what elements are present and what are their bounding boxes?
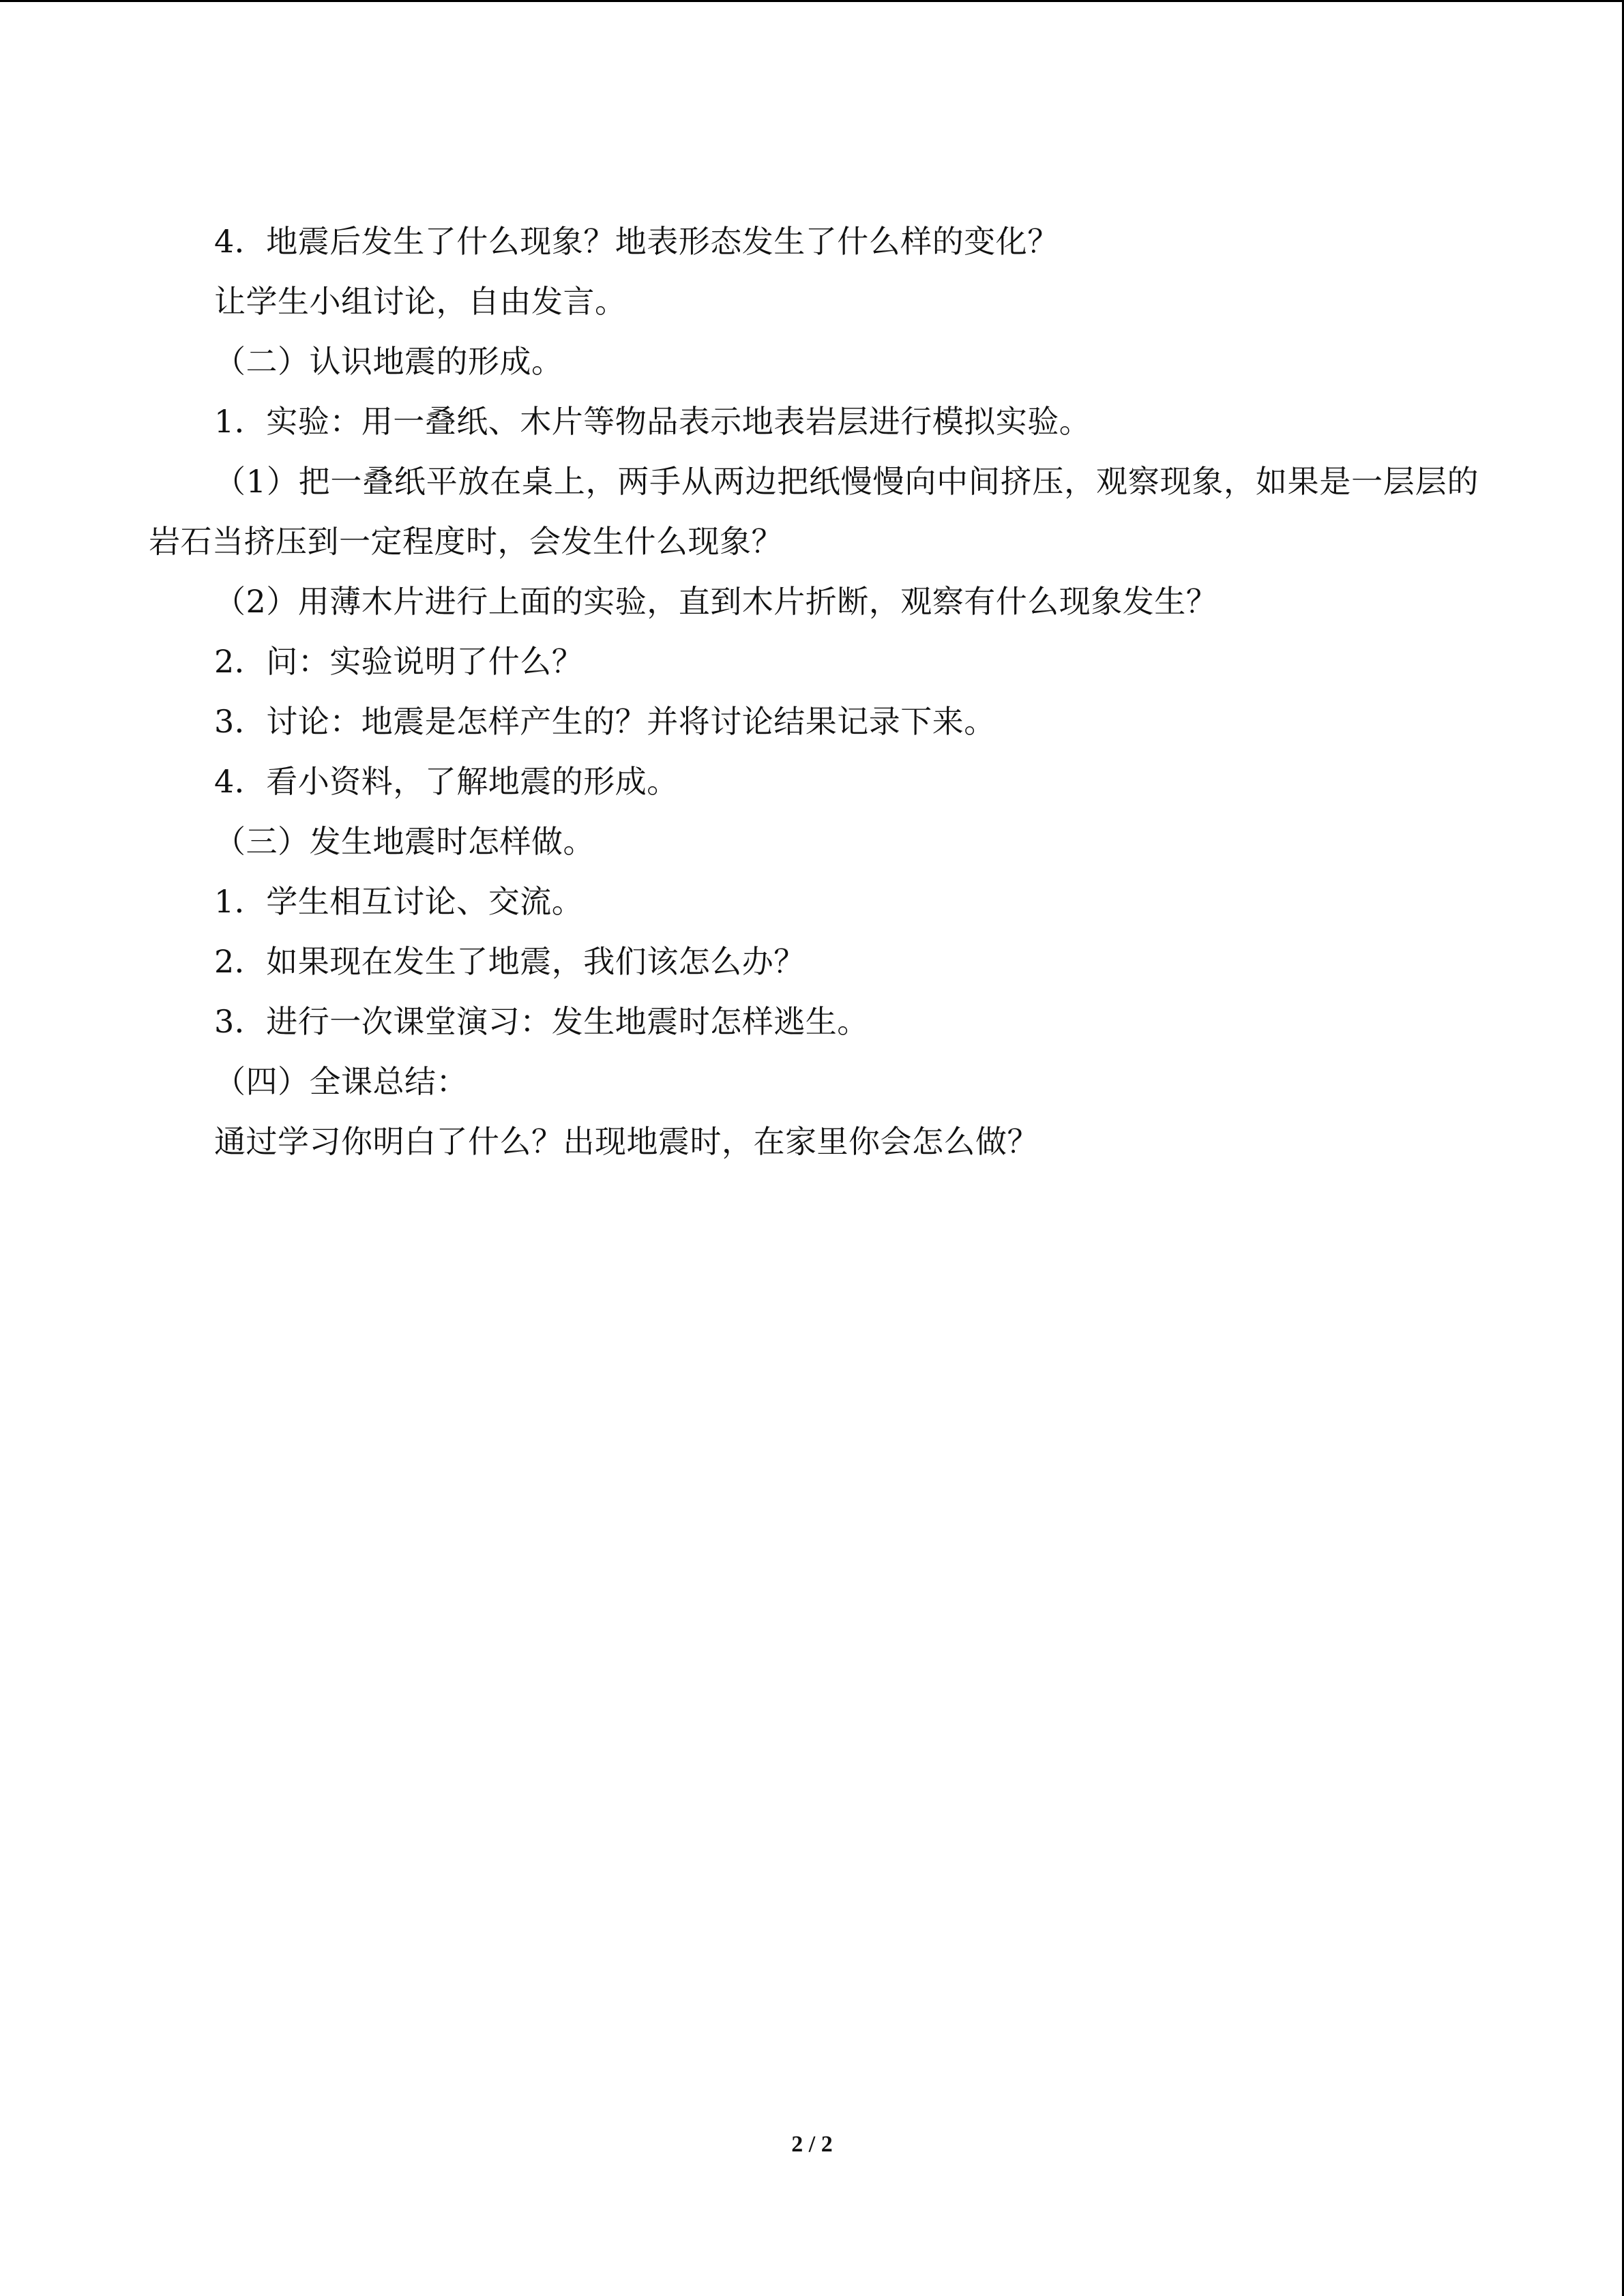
paragraph-experiment-step-2: （2）用薄木片进行上面的实验，直到木片折断，观察有什么现象发生？ (214, 583, 1218, 620)
top-border (0, 0, 1624, 2)
section-heading-4: （四）全课总结： (214, 1063, 468, 1100)
page-number: 2 / 2 (791, 2132, 833, 2157)
section-heading-3: （三）发生地震时怎样做。 (214, 823, 595, 860)
document-body (149, 211, 1479, 1172)
paragraph-question-2: 2．问：实验说明了什么？ (214, 643, 584, 680)
paragraph-discussion: 让学生小组讨论，自由发言。 (214, 283, 627, 320)
paragraph-read-4: 4．看小资料，了解地震的形成。 (214, 763, 679, 800)
paragraph-question-4: 4．地震后发生了什么现象？地表形态发生了什么样的变化？ (214, 223, 1059, 260)
section-heading-2: （二）认识地震的形成。 (214, 343, 563, 380)
paragraph-what-to-do-2: 2．如果现在发生了地震，我们该怎么办？ (214, 943, 806, 980)
paragraph-experiment-1: 1．实验：用一叠纸、木片等物品表示地表岩层进行模拟实验。 (214, 403, 1091, 440)
paragraph-drill-3: 3．进行一次课堂演习：发生地震时怎样逃生。 (214, 1003, 869, 1040)
paragraph-discussion-3: 3．讨论：地震是怎样产生的？并将讨论结果记录下来。 (214, 703, 996, 740)
paragraph-exchange-1: 1．学生相互讨论、交流。 (214, 883, 584, 920)
paragraph-experiment-step-1: （1）把一叠纸平放在桌上，两手从两边把纸慢慢向中间挤压，观察现象，如果是一层层的岩石当挤压到一定程度时，会发生什么现象？ (149, 463, 1479, 560)
paragraph-summary: 通过学习你明白了什么？出现地震时，在家里你会怎么做？ (214, 1123, 1039, 1160)
